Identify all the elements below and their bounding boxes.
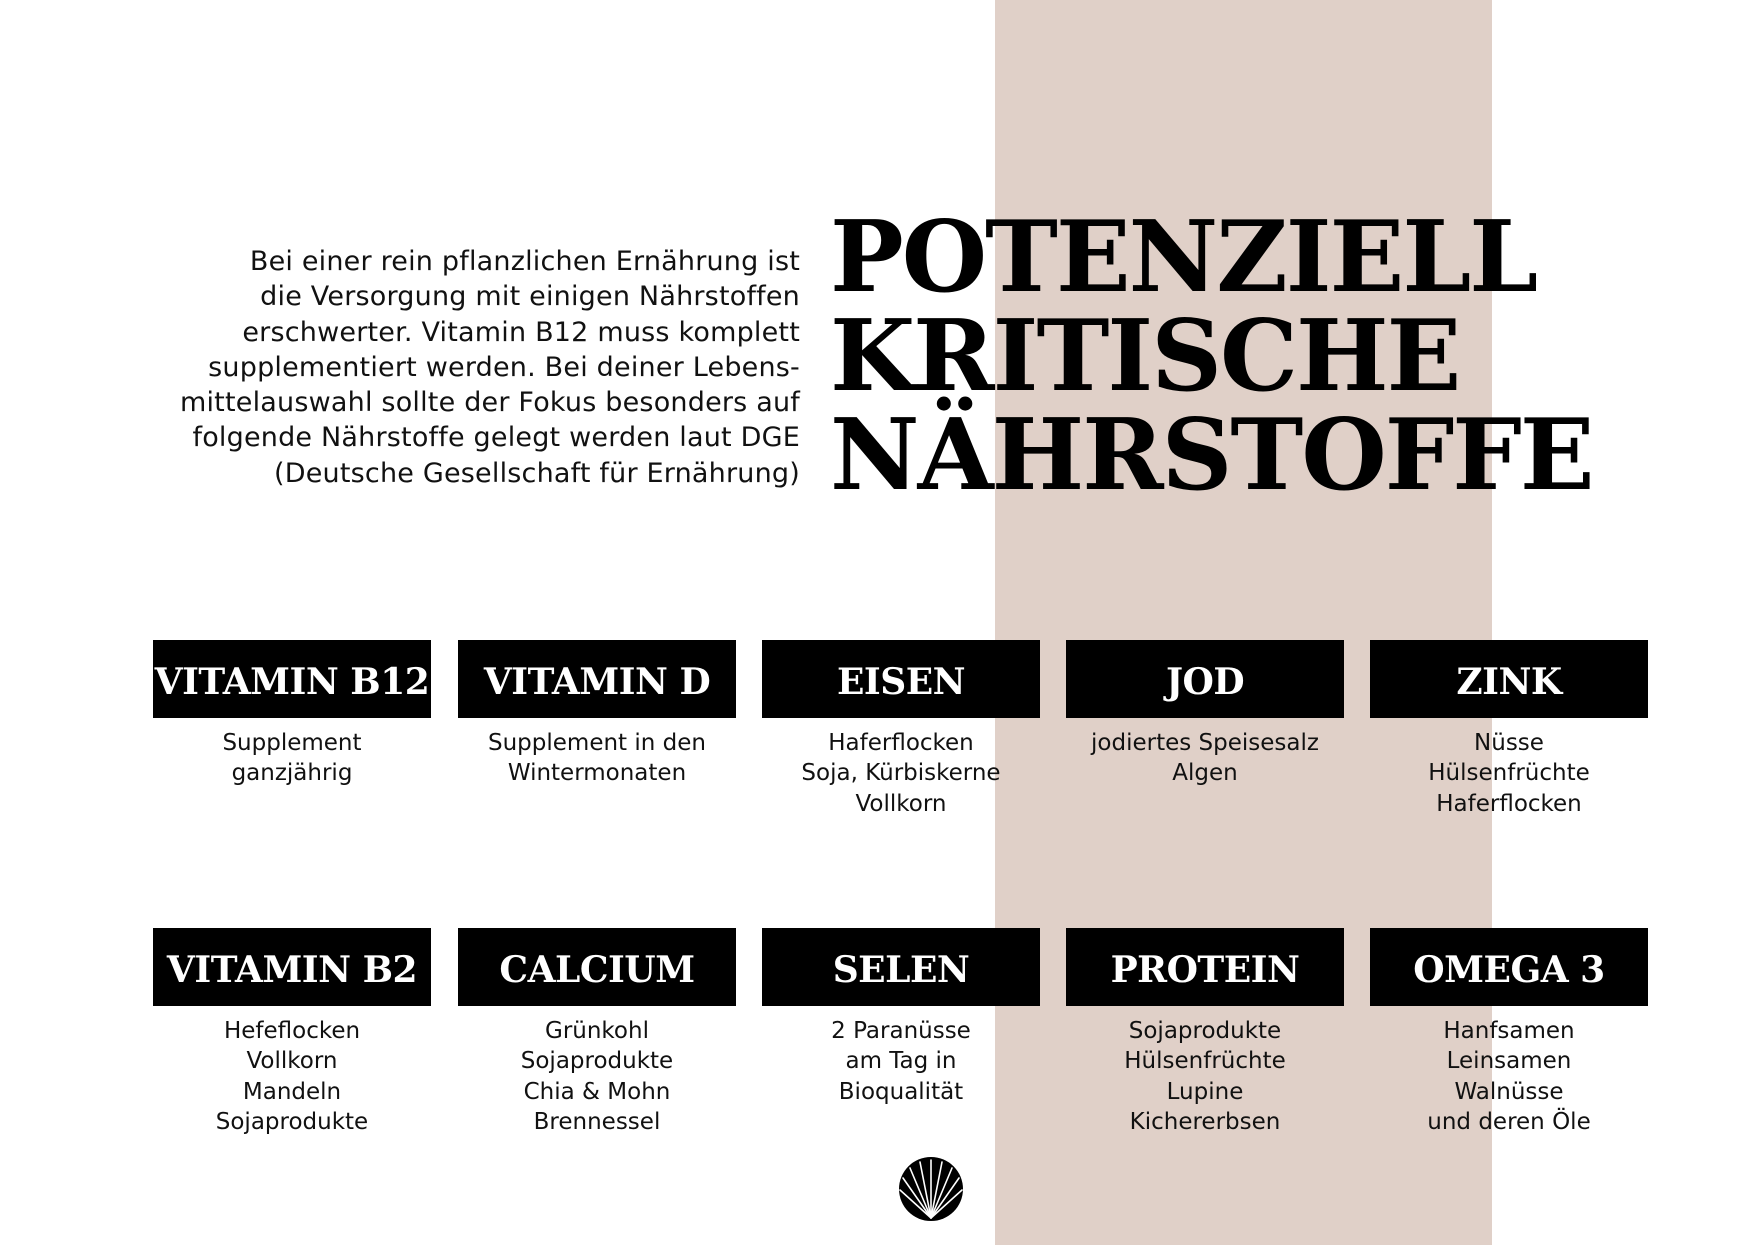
nutrient-sources [1370,1016,1648,1137]
nutrient-sources [1066,728,1344,789]
nutrient-label: VITAMIN B12 [153,640,431,718]
nutrient-sources [153,1016,431,1137]
intro-line: die Versorgung mit einigen Nährstoffen [260,281,800,313]
source-item: Sojaprodukte [1128,1018,1282,1044]
source-item: Sojaprodukte [520,1048,674,1075]
source-item: Kichererbsen [1129,1108,1281,1135]
nutrient-sources [458,1016,736,1137]
source-item: Chia & Mohn [523,1078,671,1105]
source-item: Algen [1172,760,1238,787]
nutrient-sources [762,1016,1040,1107]
source-item: Vollkorn [246,1048,338,1075]
intro-line: (Deutsche Gesellschaft für Ernährung) [274,457,800,489]
nutrient-card-vitamin-b2 [153,928,431,1137]
source-item: ganzjährig [231,760,353,787]
nutrient-sources [1370,728,1648,819]
source-item: Vollkorn [855,790,947,817]
source-item: jodiertes Speisesalz [1091,730,1319,756]
source-item: Grünkohl [545,1018,649,1044]
source-item: Bioqualität [838,1078,964,1105]
source-item: Leinsamen [1446,1048,1572,1075]
intro-line: erschwerter. Vitamin B12 muss komplett [242,316,800,348]
source-item: Hülsenfrüchte [1124,1048,1286,1075]
intro-line: supplementiert werden. Bei deiner Lebens- [208,351,800,383]
source-item: Haferflocken [1436,790,1582,817]
nutrient-card-zink [1370,640,1648,819]
nutrient-label: OMEGA 3 [1370,928,1648,1006]
source-item: Hefeflocken [223,1018,361,1044]
source-item: Sojaprodukte [215,1108,369,1135]
nutrient-card-vitamin-d [458,640,736,789]
nutrient-label: CALCIUM [458,928,736,1006]
nutrient-label: VITAMIN D [458,640,736,718]
intro-line: Bei einer rein pflanzlichen Ernährung ist [249,246,800,277]
source-item: Hanfsamen [1443,1018,1575,1044]
nutrient-card-eisen [762,640,1040,819]
source-item: und deren Öle [1427,1108,1591,1135]
source-item: Brennessel [533,1108,661,1135]
intro-text [110,244,800,491]
nutrient-label: SELEN [762,928,1040,1006]
source-item: Mandeln [242,1078,342,1105]
nutrient-card-calcium [458,928,736,1137]
nutrient-label: ZINK [1370,640,1648,718]
source-item: Soja, Kürbiskerne [801,760,1001,787]
shell-icon [898,1156,964,1222]
source-item: Lupine [1166,1078,1244,1105]
intro-line: mittelauswahl sollte der Fokus besonders auf [179,387,800,419]
source-item: Haferflocken [828,730,974,756]
source-item: Nüsse [1474,730,1544,756]
nutrient-card-vitamin-b12 [153,640,431,789]
source-item: Walnüsse [1454,1078,1564,1105]
nutrient-sources [458,728,736,789]
source-item: 2 Paranüsse [831,1018,971,1044]
source-item: Hülsenfrüchte [1428,760,1590,787]
nutrient-label: VITAMIN B2 [153,928,431,1006]
nutrient-label: JOD [1066,640,1344,718]
nutrient-sources [153,728,431,789]
nutrient-card-selen [762,928,1040,1107]
nutrient-label: PROTEIN [1066,928,1344,1006]
title-line: KRITISCHE [830,299,1460,414]
nutrient-card-jod [1066,640,1344,789]
source-item: Supplement in den [488,730,706,756]
source-item: am Tag in [845,1048,957,1075]
nutrient-card-protein [1066,928,1344,1137]
intro-line: folgende Nährstoffe gelegt werden laut DGE [192,422,800,454]
nutrient-label: EISEN [762,640,1040,718]
nutrient-sources [1066,1016,1344,1137]
title-line: POTENZIELL [830,200,1537,315]
nutrient-card-omega-3 [1370,928,1648,1137]
nutrient-sources [762,728,1040,819]
title-line: NÄHRSTOFFE [830,398,1593,513]
source-item: Supplement [222,730,362,756]
source-item: Wintermonaten [507,760,687,787]
page-title [830,200,1630,513]
